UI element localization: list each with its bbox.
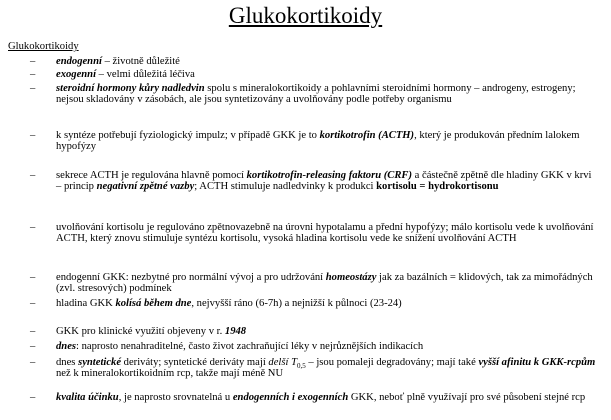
text-run: GKK pro klinické využití objeveny v r. [56,326,225,337]
item-text [56,56,596,67]
section-heading: Glukokortikoidy [8,41,79,52]
text-run: kortikotrofin-releasing faktoru (CRF) [246,170,413,181]
item-text [56,222,596,245]
text-run: 1948 [224,326,247,337]
text-run: – životně důležité [101,56,180,67]
text-run: endogenní [56,56,102,67]
text-run: – velmi důležitá léčiva [96,69,195,80]
dash-marker: – [30,392,36,403]
text-run: kortikotrofin (ACTH) [319,130,415,141]
item-text [56,83,596,106]
dash-marker: – [30,83,36,94]
item-text [56,69,596,80]
text-run: , je naprosto srovnatelná u [118,392,233,403]
text-run: , nejvyšší ráno (6-7h) a nejnižší k půlnoci (23-24) [191,298,402,309]
text-run: deriváty; syntetické deriváty mají [121,357,269,368]
item-text [56,392,596,403]
text-run: vyšší afinitu k GKK-rcpům [478,357,596,368]
text-run: ; ACTH stimuluje nadledvinky k produkci [194,181,377,193]
dash-marker: – [30,272,36,283]
text-run: spolu s mineralokortikoidy a pohlavními steroidními hormony – androgeny, estrogeny; nejsou skladovány v zásobách, ale jsou syntetizovány a uvolňovány podle potřeby organismu [56,83,576,106]
dash-marker: – [30,56,36,67]
dash-marker: – [30,130,36,141]
text-run: endogenní GKK: nezbytné pro normální vývoj a pro udržování [56,272,326,283]
text-run: 0,5 [296,362,306,371]
text-run: exogenní [56,69,97,80]
dash-marker: – [30,341,36,352]
text-run: delší T [268,357,297,368]
text-run: uvolňování kortisolu je regulováno zpětnovazebně na úrovni hypotalamu a přední hypofýzy; málo kortisolu vede k uvolňování ACTH, který znovu stimuluje syntézu kortisolu, vysoká hladina kortisolu vede ke snížení uvolňování ACTH [56,222,594,245]
item-text [56,341,596,352]
item-text [56,326,596,337]
dash-marker: – [30,170,36,181]
text-run: kolísá během dne [115,298,192,309]
text-run: : naprosto nenahraditelné, často život zachraňující léky v nejrůznějších indikacích [76,341,424,352]
dash-marker: – [30,222,36,233]
text-run: steroidní hormony kůry nadledvin [56,83,205,94]
text-run: homeostázy [325,272,377,283]
dash-marker: – [30,298,36,309]
text-run: endogenních i exogenních [232,392,349,403]
text-run: , který je produkován předním lalokem hypofýzy [56,130,580,153]
item-text [56,272,596,295]
text-run: než k mineralokortikoidním rcp, takže mají méně NU [56,368,284,380]
text-run: sekrece ACTH je regulována hlavně pomocí [56,170,247,181]
item-text [56,357,596,380]
item-text [56,130,596,153]
text-run: k syntéze potřebují fyziologický impulz; v případě GKK je to [56,130,320,141]
page-title: Glukokortikoidy [228,3,383,28]
text-run: hladina GKK [56,298,116,309]
text-run: syntetické [78,357,122,368]
text-run: GKK, neboť plně využívají pro své působení stejné rcp [348,392,586,403]
dash-marker: – [30,69,36,80]
text-run: kortisolu = hydrokortisonu [376,181,499,193]
item-text [56,298,596,309]
text-run: jak za bazálních = klidových, tak za mimořádných (zvl. stresových) podmínek [56,272,593,295]
text-run: kvalita účinku [56,392,119,403]
text-run: – jsou pomaleji degradovány; mají také [305,357,479,368]
text-run: dnes [56,357,79,368]
text-run: negativní zpětné vazby [96,181,195,193]
text-run: dnes [56,341,77,352]
text-run: a částečně zpětně dle hladiny GKK v krvi – princip [56,170,592,193]
item-text [56,170,596,193]
dash-marker: – [30,326,36,337]
dash-marker: – [30,357,36,368]
